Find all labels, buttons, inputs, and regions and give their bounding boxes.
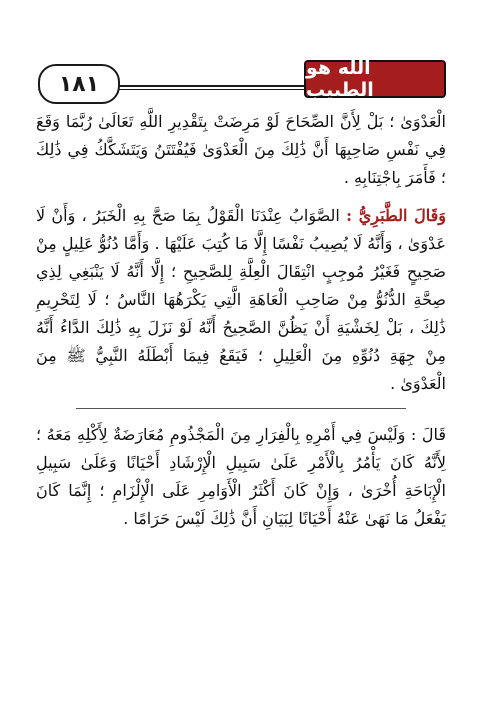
page-body — [36, 108, 446, 543]
paragraph-2 — [36, 202, 446, 398]
paragraph-1 — [36, 108, 446, 192]
page-number: ١٨١ — [58, 71, 100, 97]
section-divider — [76, 408, 406, 409]
paragraph-text: الصَّوَابُ عِنْدَنَا الْقَوْلُ بِمَا صَحَّ بِهِ الْخَبَرُ ، وَأَنْ لَا عَدْوَىٰ ، وَأَنَّهُ لَا يُصِيبُ نَفْسًا إِلَّا مَا كُتِبَ عَلَيْهَا . وَأَمَّا دُنُوُّ عَلِيلٍ مِنْ صَحِيحٍ فَغَيْرُ مُوجِبٍ انْتِقَالَ الْعِلَّةِ لِلصَّحِيحِ ؛ إِلَّا أَنَّهُ لَا يَنْبَغِي لِذِي صِحَّةِ الدُّنُوُّ مِنْ صَاحِبِ الْعَاهَةِ الَّتِي يَكْرَهُهَا النَّاسُ ؛ لَا لِتَحْرِيمِ ذَٰلِكَ ، بَلْ لِخَشْيَةِ أَنْ يَظُنَّ الصَّحِيحُ أَنَّهُ لَوْ نَزَلَ بِهِ ذَٰلِكَ الدَّاءُ أَنَّهُ مِنْ جِهَةِ دُنُوِّهِ مِنَ الْعَلِيلِ ؛ فَيَقَعُ فِيمَا أَبْطَلَهُ النَّبِيُّ ﷺ مِنَ الْعَدْوَىٰ . — [36, 206, 446, 393]
page-number-badge — [38, 64, 120, 104]
paragraph-3 — [36, 421, 446, 533]
book-title-badge — [304, 57, 446, 101]
page-header — [38, 52, 446, 102]
speaker-label: وَقَالَ الطَّبَرِيُّ : — [346, 206, 447, 225]
paragraph-text: الْعَدْوَىٰ ؛ بَلْ لِأَنَّ الصِّحَاحَ لَوْ مَرِضَتْ بِتَقْدِيرِ اللَّهِ تَعَالَىٰ رُبَّمَا وَقَعَ فِي نَفْسِ صَاحِبِهَا أَنَّ ذَٰلِكَ مِنَ الْعَدْوَىٰ فَيُفْتَتَنُ وَيَتَشَكَّكُ فِي ذَٰلِكَ ؛ فَأَمَرَ بِاجْتِنَابِهِ . — [36, 112, 446, 187]
paragraph-text: قَالَ : وَلَيْسَ فِي أَمْرِهِ بِالْفِرَارِ مِنَ الْمَجْذُومِ مُعَارَضَةٌ لِأَكْلِهِ مَعَهُ ؛ لِأَنَّهُ كَانَ يَأْمُرُ بِالْأَمْرِ عَلَىٰ سَبِيلِ الْإِرْشَادِ أَحْيَانًا وَعَلَىٰ سَبِيلِ الْإِبَاحَةِ أُخْرَىٰ ، وَإِنْ كَانَ أَكْثَرُ الْأَوَامِرِ عَلَى الْإِلْزَامِ ؛ إِنَّمَا كَانَ يَفْعَلُ مَا نَهَىٰ عَنْهُ أَحْيَانًا لِبَيَانِ أَنَّ ذَٰلِكَ لَيْسَ حَرَامًا . — [36, 425, 446, 528]
book-title: الله هو الطبيب — [306, 57, 374, 101]
